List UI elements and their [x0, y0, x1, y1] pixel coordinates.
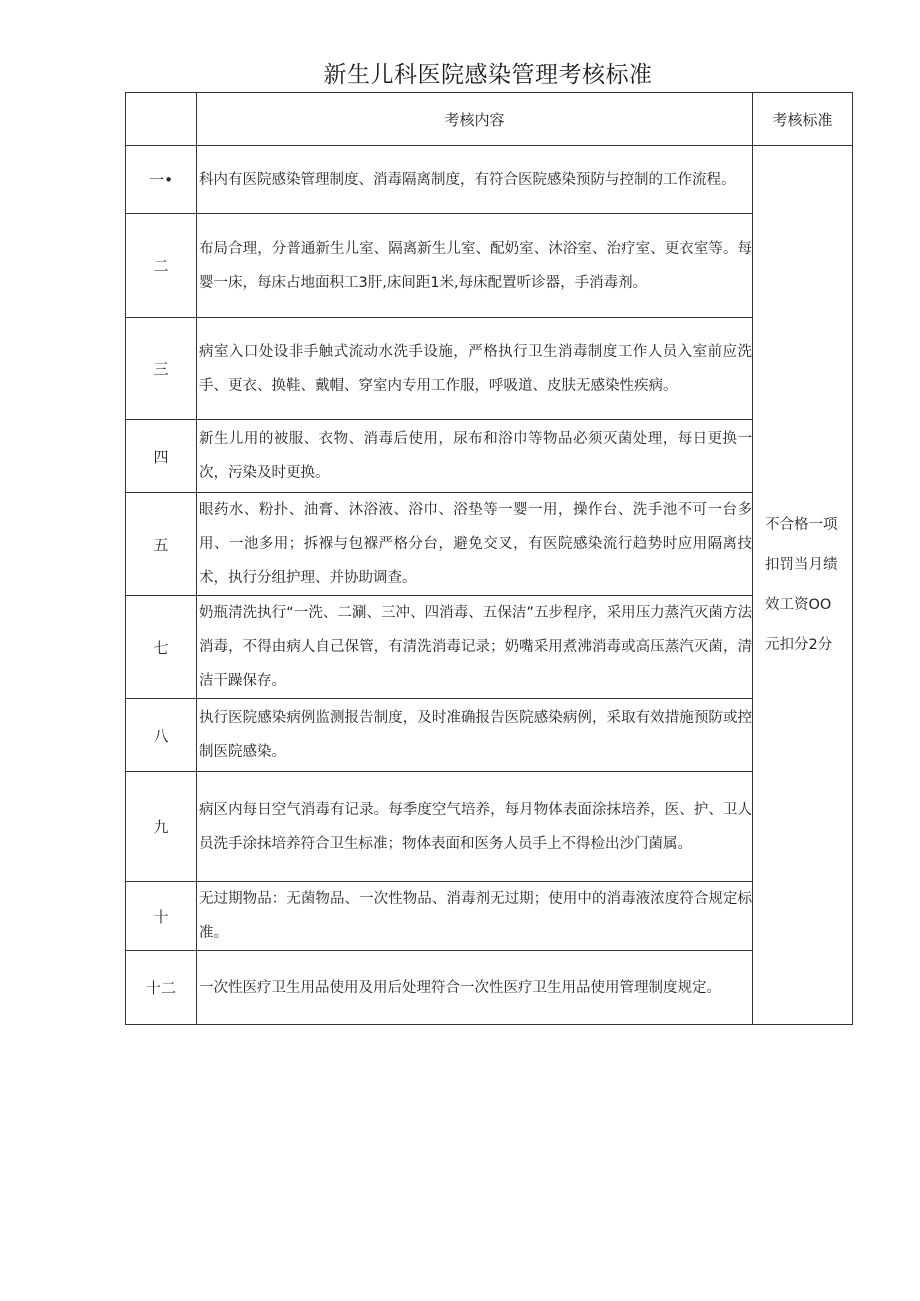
row-number: 三 [126, 318, 197, 420]
header-content: 考核内容 [197, 93, 753, 146]
table-row [126, 772, 853, 882]
table-row [126, 596, 853, 699]
table-row [126, 951, 853, 1025]
table-row [126, 318, 853, 420]
standard-line: 元扣分2分 [765, 637, 833, 653]
row-number: 十二 [126, 951, 197, 1025]
row-content: 病室入口处设非手触式流动水洗手设施，严格执行卫生消毒制度工作人员入室前应洗手、更衣、换鞋、戴帽、穿室内专用工作服，呼吸道、皮肤无感染性疾病。 [197, 318, 753, 420]
table-row [126, 493, 853, 596]
row-content: 眼药水、粉扑、油膏、沐浴液、浴巾、浴垫等一婴一用，操作台、洗手池不可一台多用、一池多用；拆褓与包褓严格分台，避免交叉，有医院感染流行趋势时应用隔离技术，执行分组护理、并协助调查。 [197, 493, 753, 596]
standard-line: 不合格一项 [765, 517, 838, 533]
standard-line: 效工资OO [765, 597, 832, 613]
row-number: 八 [126, 699, 197, 772]
row-number: 九 [126, 772, 197, 882]
assessment-table [125, 92, 853, 1025]
row-number: 一• [126, 146, 197, 214]
row-number: 二 [126, 214, 197, 318]
table-row [126, 699, 853, 772]
row-content: 奶瓶清洗执行“一洗、二涮、三冲、四消毒、五保洁”五步程序，采用压力蒸汽灭菌方法消毒，不得由病人自己保管，有清洗消毒记录；奶嘴采用煮沸消毒或高压蒸汽灭菌，清洁干躁保存。 [197, 596, 753, 699]
document-title: 新生儿科医院感染管理考核标准 [323, 62, 653, 88]
row-number: 四 [126, 420, 197, 493]
standard-cell [753, 146, 853, 1025]
row-content: 病区内每日空气消毒有记录。每季度空气培养，每月物体表面涂抹培养，医、护、卫人员洗手涂抹培养符合卫生标准；物体表面和医务人员手上不得检出沙门菌属。 [197, 772, 753, 882]
table-row [126, 420, 853, 493]
table-row [126, 882, 853, 951]
standard-line: 扣罚当月绩 [765, 557, 838, 573]
header-standard: 考核标准 [753, 93, 853, 146]
row-number: 七 [126, 596, 197, 699]
row-number: 五 [126, 493, 197, 596]
table-row [126, 146, 853, 214]
row-content: 执行医院感染病例监测报告制度，及时准确报告医院感染病例，采取有效措施预防或控制医院感染。 [197, 699, 753, 772]
table-row [126, 214, 853, 318]
row-number: 十 [126, 882, 197, 951]
row-content: 一次性医疗卫生用品使用及用后处理符合一次性医疗卫生用品使用管理制度规定。 [197, 951, 753, 1025]
row-content: 布局合理，分普通新生儿室、隔离新生儿室、配奶室、沐浴室、治疗室、更衣室等。每婴一床，每床占地面积工3肝,床间距1米,每床配置听诊器，手消毒剂。 [197, 214, 753, 318]
row-content: 科内有医院感染管理制度、消毒隔离制度，有符合医院感染预防与控制的工作流程。 [197, 146, 753, 214]
header-blank-cell [126, 93, 197, 146]
row-content: 无过期物品：无菌物品、一次性物品、消毒剂无过期；使用中的消毒液浓度符合规定标准。 [197, 882, 753, 951]
row-content: 新生儿用的被服、衣物、消毒后使用，尿布和浴巾等物品必须灭菌处理，每日更换一次，污染及时更换。 [197, 420, 753, 493]
table-header-row [126, 93, 853, 146]
